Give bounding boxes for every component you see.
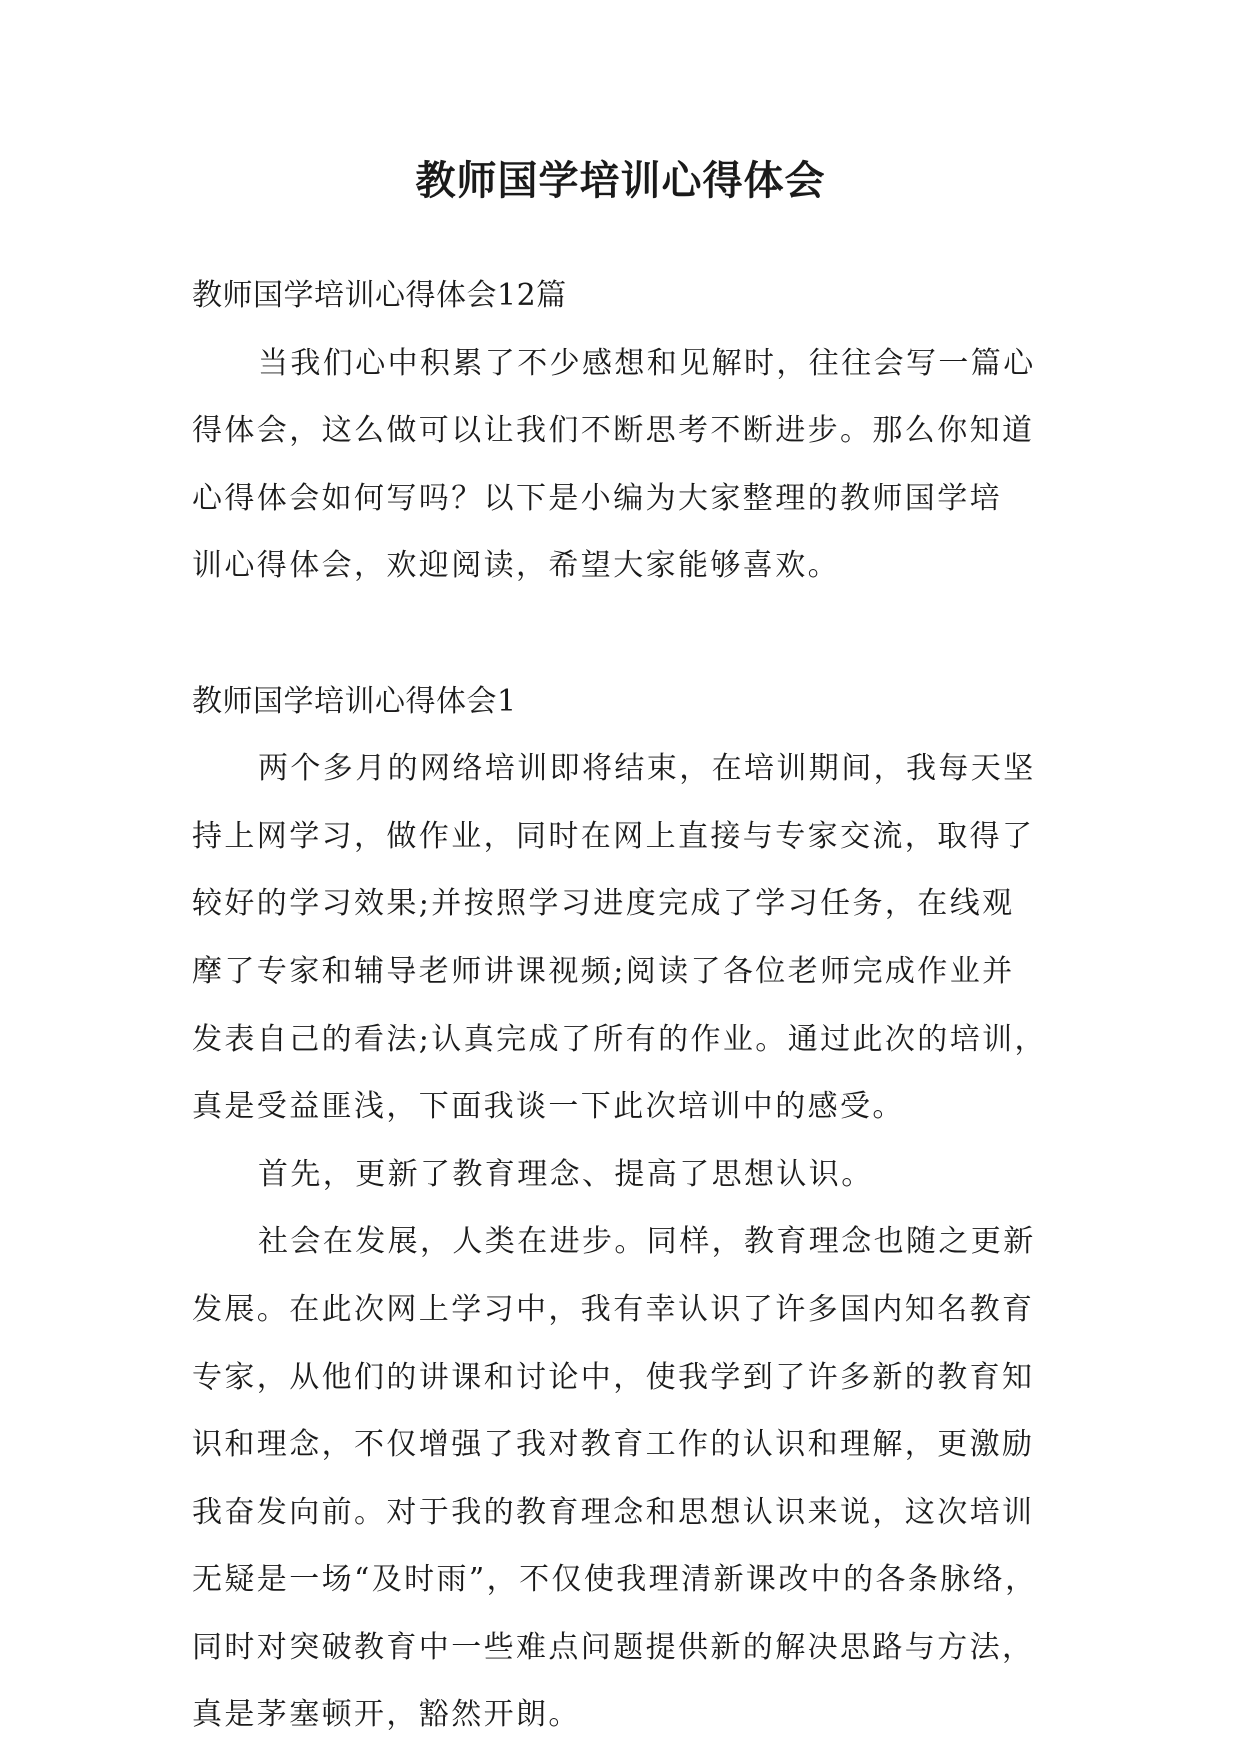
paragraph-line: 发展。在此次网上学习中，我有幸认识了许多国内知名教育 bbox=[192, 1291, 1035, 1327]
paragraph-line: 较好的学习效果;并按照学习进度完成了学习任务，在线观 bbox=[192, 886, 1015, 922]
paragraph-line: 摩了专家和辅导老师讲课视频;阅读了各位老师完成作业并 bbox=[192, 953, 1015, 989]
intro-line: 当我们心中积累了不少感想和见解时，往往会写一篇心 bbox=[258, 345, 1036, 381]
paragraph-line: 真是受益匪浅，下面我谈一下此次培训中的感受。 bbox=[192, 1089, 905, 1125]
document-title: 教师国学培训心得体会 bbox=[415, 157, 826, 204]
paragraph-gap bbox=[192, 600, 1064, 668]
paragraph-line: 两个多月的网络培训即将结束，在培训期间，我每天坚 bbox=[258, 751, 1036, 787]
paragraph-line: 专家，从他们的讲课和讨论中，使我学到了许多新的教育知 bbox=[192, 1359, 1035, 1395]
paragraph-line: 我奋发向前。对于我的教育理念和思想认识来说，这次培训 bbox=[192, 1494, 1035, 1530]
intro-line: 训心得体会，欢迎阅读，希望大家能够喜欢。 bbox=[192, 548, 840, 584]
paragraph-line: 发表自己的看法;认真完成了所有的作业。通过此次的培训， bbox=[192, 1021, 1047, 1057]
paragraph-line: 持上网学习，做作业，同时在网上直接与专家交流，取得了 bbox=[192, 818, 1035, 854]
paragraph-line: 首先，更新了教育理念、提高了思想认识。 bbox=[258, 1156, 874, 1192]
section1-paragraph-3 bbox=[192, 1208, 1064, 1749]
paragraph-line: 真是茅塞顿开，豁然开朗。 bbox=[192, 1697, 581, 1733]
section1-paragraph-1 bbox=[192, 735, 1064, 1141]
paragraph-line: 同时对突破教育中一些难点问题提供新的解决思路与方法， bbox=[192, 1629, 1035, 1665]
section-heading: 教师国学培训心得体会1 bbox=[192, 683, 517, 719]
paragraph-line: 社会在发展，人类在进步。同样，教育理念也随之更新 bbox=[258, 1224, 1036, 1260]
intro-paragraph bbox=[192, 330, 1064, 600]
intro-line: 得体会，这么做可以让我们不断思考不断进步。那么你知道 bbox=[192, 413, 1035, 449]
subtitle: 教师国学培训心得体会12篇 bbox=[192, 278, 567, 313]
paragraph-line: 无疑是一场“及时雨”，不仅使我理清新课改中的各条脉络， bbox=[192, 1562, 1038, 1598]
section1-paragraph-2 bbox=[192, 1141, 1064, 1209]
document-body bbox=[192, 262, 1064, 1749]
intro-line: 心得体会如何写吗？以下是小编为大家整理的教师国学培 bbox=[192, 480, 1002, 516]
paragraph-line: 识和理念，不仅增强了我对教育工作的认识和理解，更激励 bbox=[192, 1427, 1035, 1463]
